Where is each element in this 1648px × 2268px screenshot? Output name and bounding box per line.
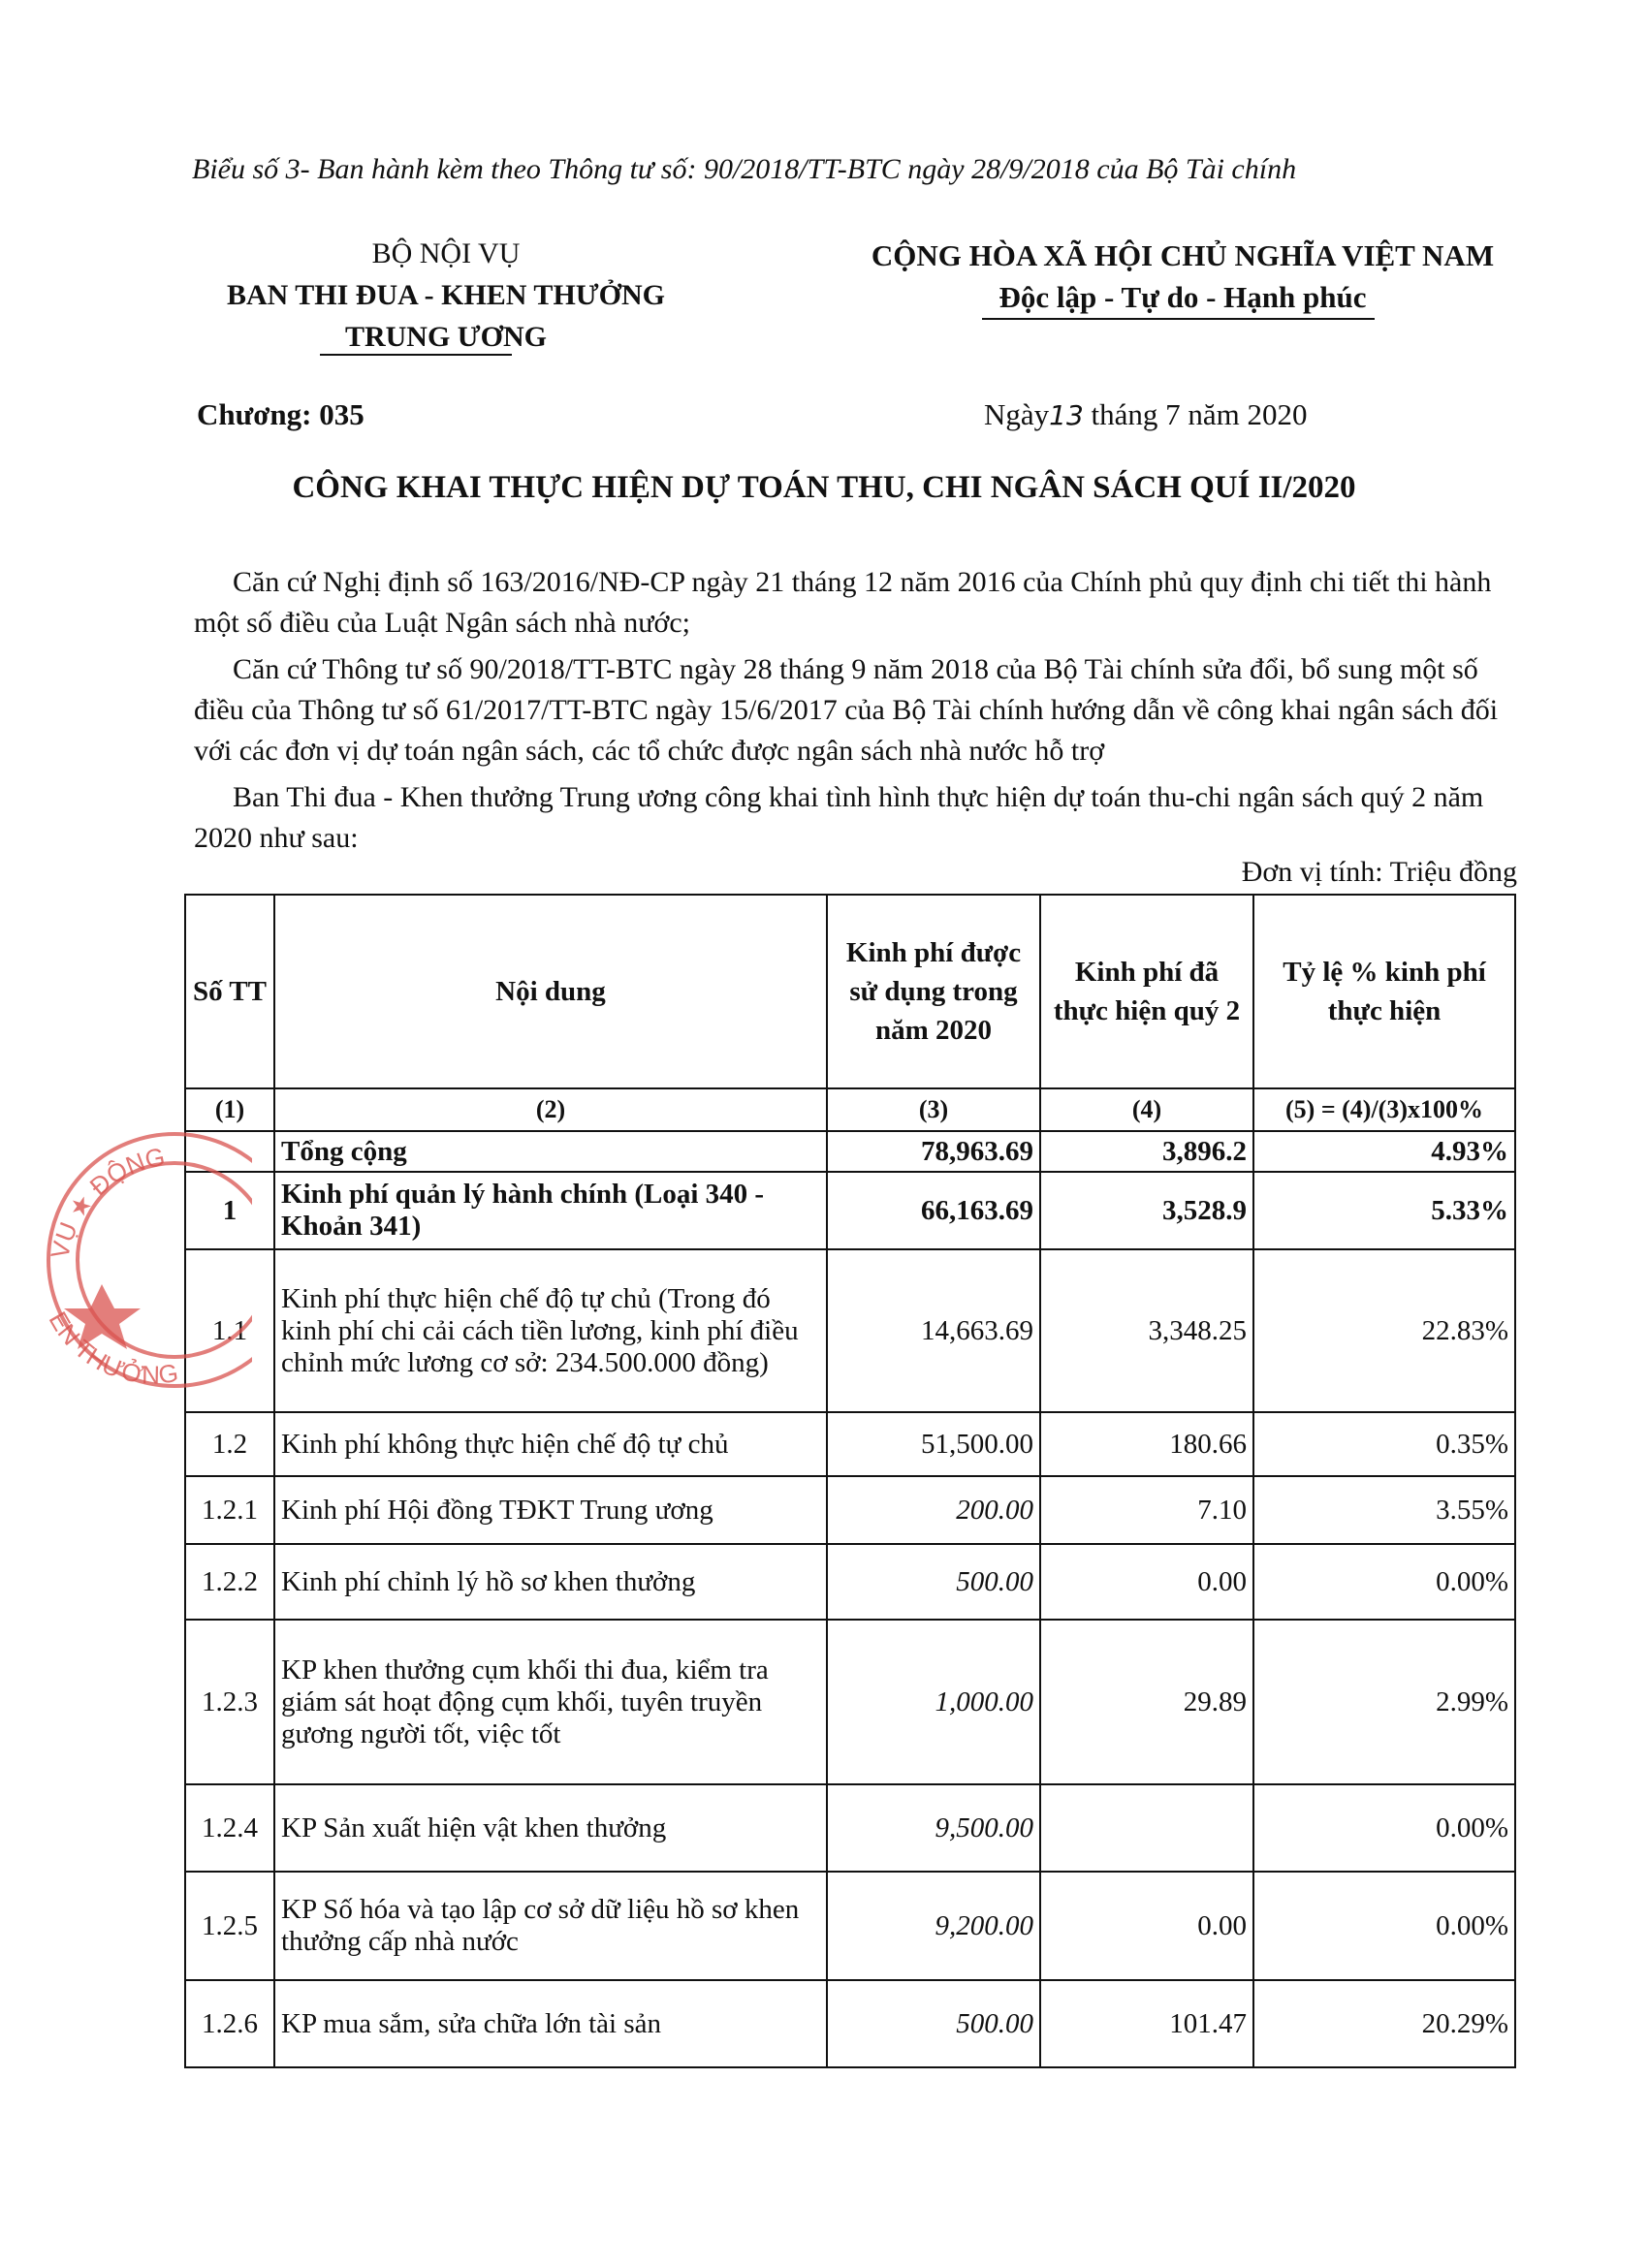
table-row: [185, 1131, 1515, 1172]
row-budget: 51,500.00: [827, 1412, 1040, 1476]
row-budget: 200.00: [827, 1476, 1040, 1544]
country-name: CỘNG HÒA XÃ HỘI CHỦ NGHĨA VIỆT NAM: [871, 238, 1495, 272]
seal-text-bottom: EN THƯỞNG: [43, 1307, 180, 1390]
row-budget: 66,163.69: [827, 1172, 1040, 1249]
row-rate: 5.33%: [1253, 1172, 1515, 1249]
row-spent: 0.00: [1040, 1872, 1253, 1980]
row-content: KP khen thưởng cụm khối thi đua, kiểm tra giám sát hoạt động cụm khối, tuyên truyền gương người tốt, việc tốt: [274, 1620, 827, 1784]
row-rate: 3.55%: [1253, 1476, 1515, 1544]
issuing-organization: [189, 233, 703, 358]
colnum-1: (1): [185, 1088, 274, 1131]
row-rate: 2.99%: [1253, 1620, 1515, 1784]
row-budget: 14,663.69: [827, 1249, 1040, 1412]
national-motto: Độc lập - Tự do - Hạnh phúc: [998, 280, 1367, 314]
budget-table: [184, 894, 1516, 2068]
row-no: 1.2: [185, 1412, 274, 1476]
row-no: 1.2.1: [185, 1476, 274, 1544]
paragraph: Căn cứ Nghị định số 163/2016/NĐ-CP ngày 21 tháng 12 năm 2016 của Chính phủ quy định chi tiết thi hành một số điều của Luật Ngân sách nhà nước;: [194, 566, 1492, 639]
row-budget: 9,200.00: [827, 1872, 1040, 1980]
unit-note: Đơn vị tính: Triệu đồng: [1241, 856, 1517, 888]
row-spent: 3,896.2: [1040, 1131, 1253, 1172]
row-no: 1.2.2: [185, 1544, 274, 1620]
colnum-4: (4): [1040, 1088, 1253, 1131]
row-rate: 0.00%: [1253, 1872, 1515, 1980]
row-no: 1.2.3: [185, 1620, 274, 1784]
row-no: 1.2.6: [185, 1980, 274, 2067]
row-content: Tổng cộng: [274, 1131, 827, 1172]
row-content: Kinh phí không thực hiện chế độ tự chủ: [274, 1412, 827, 1476]
row-spent: [1040, 1784, 1253, 1872]
row-spent: 101.47: [1040, 1980, 1253, 2067]
row-no: 1: [185, 1172, 274, 1249]
row-no: 1.2.5: [185, 1872, 274, 1980]
row-spent: 29.89: [1040, 1620, 1253, 1784]
unit-name-line2: TRUNG ƯƠNG: [344, 321, 548, 353]
row-budget: 500.00: [827, 1544, 1040, 1620]
row-content: Kinh phí chỉnh lý hồ sơ khen thưởng: [274, 1544, 827, 1620]
table-row: [185, 1544, 1515, 1620]
row-rate: 4.93%: [1253, 1131, 1515, 1172]
table-row: [185, 1784, 1515, 1872]
column-number-row: [185, 1088, 1515, 1131]
table-row: [185, 1412, 1515, 1476]
header-budget: Kinh phí được sử dụng trong năm 2020: [827, 895, 1040, 1088]
row-content: KP Sản xuất hiện vật khen thưởng: [274, 1784, 827, 1872]
row-budget: 500.00: [827, 1980, 1040, 2067]
header-no: Số TT: [185, 895, 274, 1088]
row-spent: 3,528.9: [1040, 1172, 1253, 1249]
date-day-handwritten: 13: [1049, 399, 1084, 431]
paragraph: Căn cứ Thông tư số 90/2018/TT-BTC ngày 28 tháng 9 năm 2018 của Bộ Tài chính sửa đổi, bổ sung một số điều của Thông tư số 61/2017/TT-BTC ngày 15/6/2017 của Bộ Tài chính hướng dẫn về công khai ngân sách đối với các đơn vị dự toán ngân sách, các tổ chức được ngân sách nhà nước hỗ trợ: [194, 653, 1499, 767]
table-row: [185, 1980, 1515, 2067]
row-budget: 9,500.00: [827, 1784, 1040, 1872]
row-rate: 0.35%: [1253, 1412, 1515, 1476]
form-reference: Biểu số 3- Ban hành kèm theo Thông tư số: 90/2018/TT-BTC ngày 28/9/2018 của Bộ Tài chính: [192, 153, 1297, 185]
row-no: 1.2.4: [185, 1784, 274, 1872]
document-body: [194, 562, 1512, 865]
row-content: Kinh phí thực hiện chế độ tự chủ (Trong đó kinh phí chi cải cách tiền lương, kinh phí điều chỉnh mức lương cơ sở: 234.500.000 đồng): [274, 1249, 827, 1412]
row-content: Kinh phí quản lý hành chính (Loại 340 - Khoản 341): [274, 1172, 827, 1249]
unit-name-line1: BAN THI ĐUA - KHEN THƯỞNG: [226, 279, 665, 311]
colnum-2: (2): [274, 1088, 827, 1131]
row-content: KP Số hóa và tạo lập cơ sở dữ liệu hồ sơ khen thưởng cấp nhà nước: [274, 1872, 827, 1980]
row-spent: 3,348.25: [1040, 1249, 1253, 1412]
header-content: Nội dung: [274, 895, 827, 1088]
row-rate: 22.83%: [1253, 1249, 1515, 1412]
row-budget: 1,000.00: [827, 1620, 1040, 1784]
ministry-name: BỘ NỘI VỤ: [371, 237, 521, 269]
org-underline: [320, 354, 512, 356]
row-budget: 78,963.69: [827, 1131, 1040, 1172]
motto-underline: [982, 318, 1375, 320]
date-rest: tháng 7 năm 2020: [1083, 397, 1308, 431]
header-spent: Kinh phí đã thực hiện quý 2: [1040, 895, 1253, 1088]
table-row: [185, 1872, 1515, 1980]
table-row: [185, 1620, 1515, 1784]
document-date: [984, 397, 1308, 432]
national-header: [834, 235, 1532, 318]
row-spent: 7.10: [1040, 1476, 1253, 1544]
chapter-code: Chương: 035: [197, 397, 364, 431]
date-prefix: Ngày: [984, 397, 1050, 431]
row-rate: 0.00%: [1253, 1784, 1515, 1872]
row-content: KP mua sắm, sửa chữa lớn tài sản: [274, 1980, 827, 2067]
row-spent: 180.66: [1040, 1412, 1253, 1476]
table-row: [185, 1172, 1515, 1249]
header-rate: Tỷ lệ % kinh phí thực hiện: [1253, 895, 1515, 1088]
seal-text-top: VỤ ★ ĐỘNG: [45, 1141, 168, 1262]
paragraph: Ban Thi đua - Khen thưởng Trung ương công khai tình hình thực hiện dự toán thu-chi ngân sách quý 2 năm 2020 như sau:: [194, 781, 1484, 854]
row-content: Kinh phí Hội đồng TĐKT Trung ương: [274, 1476, 827, 1544]
table-row: [185, 1476, 1515, 1544]
row-rate: 0.00%: [1253, 1544, 1515, 1620]
table-header-row: [185, 895, 1515, 1088]
row-no: 1.1: [185, 1249, 274, 1412]
colnum-5: (5) = (4)/(3)x100%: [1253, 1088, 1515, 1131]
document-title: CÔNG KHAI THỰC HIỆN DỰ TOÁN THU, CHI NGÂN SÁCH QUÍ II/2020: [292, 470, 1356, 505]
row-rate: 20.29%: [1253, 1980, 1515, 2067]
colnum-3: (3): [827, 1088, 1040, 1131]
official-seal-icon: [29, 1115, 252, 1396]
table-row: [185, 1249, 1515, 1412]
row-spent: 0.00: [1040, 1544, 1253, 1620]
